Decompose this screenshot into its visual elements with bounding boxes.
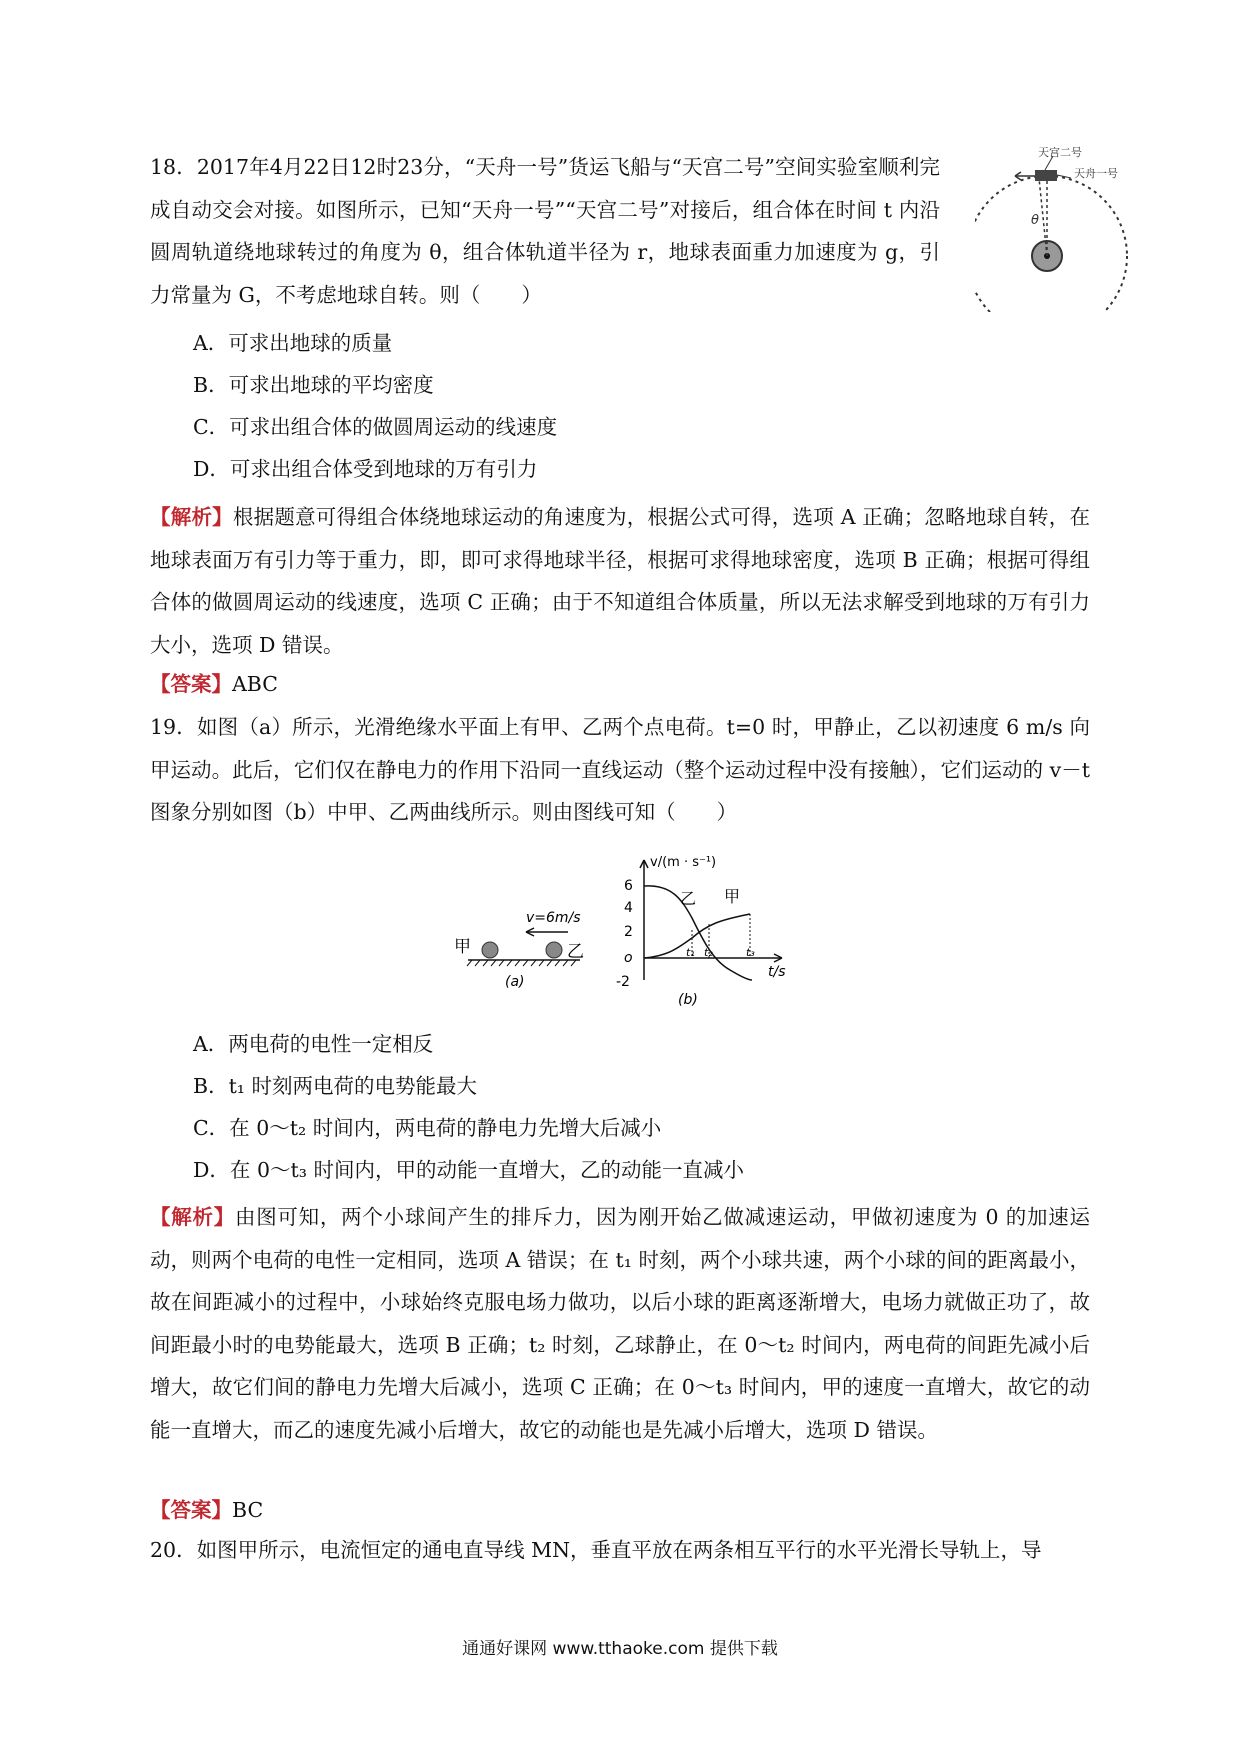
- a-velocity-label: v=6m/s: [526, 910, 581, 926]
- q19-analysis-text: 由图可知，两个小球间产生的排斥力，因为刚开始乙做减速运动，甲做初速度为 0 的加速运动，则两个电荷的电性一定相同，选项 A 错误；在 t₁ 时刻，两个小球共速，两个小球的间的距离最小，故在间距减小的过程中，小球始终克服电场力做功，以后小球的距离逐渐增大，电场力就做正功了，故间距最小时的电势能最大，选项 B 正确；t₂ 时刻，乙球静止，在 0～t₂ 时间内，两电荷的间距先减小后增大，故它们间的静电力先增大后减小，选项 C 正确；在 0～t₃ 时间内，甲的速度一直增大，故它的动能一直增大，而乙的速度先减小后增大，故它的动能也是先减小后增大，选项 D 错误。: [150, 1205, 1091, 1442]
- q18-answer-text: ABC: [232, 672, 278, 696]
- q19-answer-text: BC: [232, 1498, 264, 1522]
- q18-analysis-tag: 【解析】: [150, 505, 233, 529]
- b-t1: t₁: [686, 946, 695, 959]
- q19-analysis-tag: 【解析】: [150, 1205, 235, 1229]
- b-caption: (b): [678, 992, 698, 1008]
- b-t3: t₃: [746, 946, 755, 959]
- q18-answer-tag: 【答案】: [150, 672, 232, 696]
- b-tick-o: o: [624, 950, 633, 966]
- b-jia-label: 甲: [724, 887, 741, 906]
- b-tick-neg2: -2: [616, 974, 630, 990]
- q19-option-c: C．在 0～t₂ 时间内，两电荷的静电力先增大后减小: [193, 1116, 662, 1140]
- q19-option-b: B．t₁ 时刻两电荷的电势能最大: [193, 1074, 478, 1098]
- label-tiangong: 天宫二号: [1038, 146, 1082, 159]
- figure-b: [612, 852, 792, 1012]
- b-t2: t₂: [704, 946, 713, 959]
- q19-option-d: D．在 0～t₃ 时间内，甲的动能一直增大，乙的动能一直减小: [193, 1158, 744, 1182]
- q18-option-c: C．可求出组合体的做圆周运动的线速度: [193, 415, 558, 439]
- figure-a: [450, 890, 610, 1010]
- label-tianzhou: 天舟一号: [1074, 167, 1118, 180]
- b-tick-2: 2: [624, 924, 633, 940]
- b-xlabel: t/s: [768, 964, 786, 980]
- orbit-figure: [975, 142, 1145, 312]
- page-footer: 通通好课网 www.tthaoke.com 提供下载: [462, 1639, 778, 1659]
- q19-analysis: [150, 1196, 1090, 1451]
- curve-jia: [644, 914, 750, 958]
- q18-option-d: D．可求出组合体受到地球的万有引力: [193, 457, 538, 481]
- b-tick-4: 4: [624, 900, 633, 916]
- q20-stem: 20．如图甲所示，电流恒定的通电直导线 MN，垂直平放在两条相互平行的水平光滑长导轨上，导: [150, 1538, 1042, 1562]
- a-jia-label: 甲: [454, 937, 471, 957]
- ball-jia: [482, 942, 498, 958]
- ball-yi: [546, 942, 562, 958]
- q18-stem: 18．2017年4月22日12时23分，“天舟一号”货运飞船与“天宫二号”空间实验室顺利完成自动交会对接。如图所示，已知“天舟一号”“天宫二号”对接后，组合体在时间 t 内沿圆周轨道绕地球转过的角度为 θ，组合体轨道半径为 r，地球表面重力加速度为 g，引力常量为 G，不考虑地球自转。则（ ）: [150, 155, 940, 307]
- a-caption: (a): [505, 974, 525, 990]
- a-yi-label: 乙: [567, 942, 584, 962]
- q19-answer-tag: 【答案】: [150, 1498, 232, 1522]
- label-theta: θ: [1031, 213, 1039, 228]
- q18-analysis-text: 根据题意可得组合体绕地球运动的角速度为，根据公式可得，选项 A 正确；忽略地球自转，在地球表面万有引力等于重力，即，即可求得地球半径，根据可求得地球密度，选项 B 正确；根据可得组合体的做圆周运动的线速度，选项 C 正确；由于不知道组合体质量，所以无法求解受到地球的万有引力大小，选项 D 错误。: [150, 505, 1090, 657]
- q19-answer: [150, 1493, 263, 1523]
- spacecraft-icon: [1035, 170, 1057, 181]
- b-yi-label: 乙: [680, 889, 697, 908]
- q18-analysis: [150, 496, 1090, 666]
- q19-stem: 19．如图（a）所示，光滑绝缘水平面上有甲、乙两个点电荷。t=0 时，甲静止，乙以初速度 6 m/s 向甲运动。此后，它们仅在静电力的作用下沿同一直线运动（整个运动过程中没有接触），它们运动的 v－t 图象分别如图（b）中甲、乙两曲线所示。则由图线可知（ ）: [150, 715, 1090, 824]
- b-ylabel: v/(m · s⁻¹): [650, 855, 717, 870]
- b-tick-6: 6: [624, 878, 633, 894]
- q18-option-b: B．可求出地球的平均密度: [193, 373, 434, 397]
- q18-option-a: A．可求出地球的质量: [193, 331, 393, 355]
- q18-answer: [150, 667, 278, 697]
- q19-option-a: A．两电荷的电性一定相反: [193, 1032, 434, 1056]
